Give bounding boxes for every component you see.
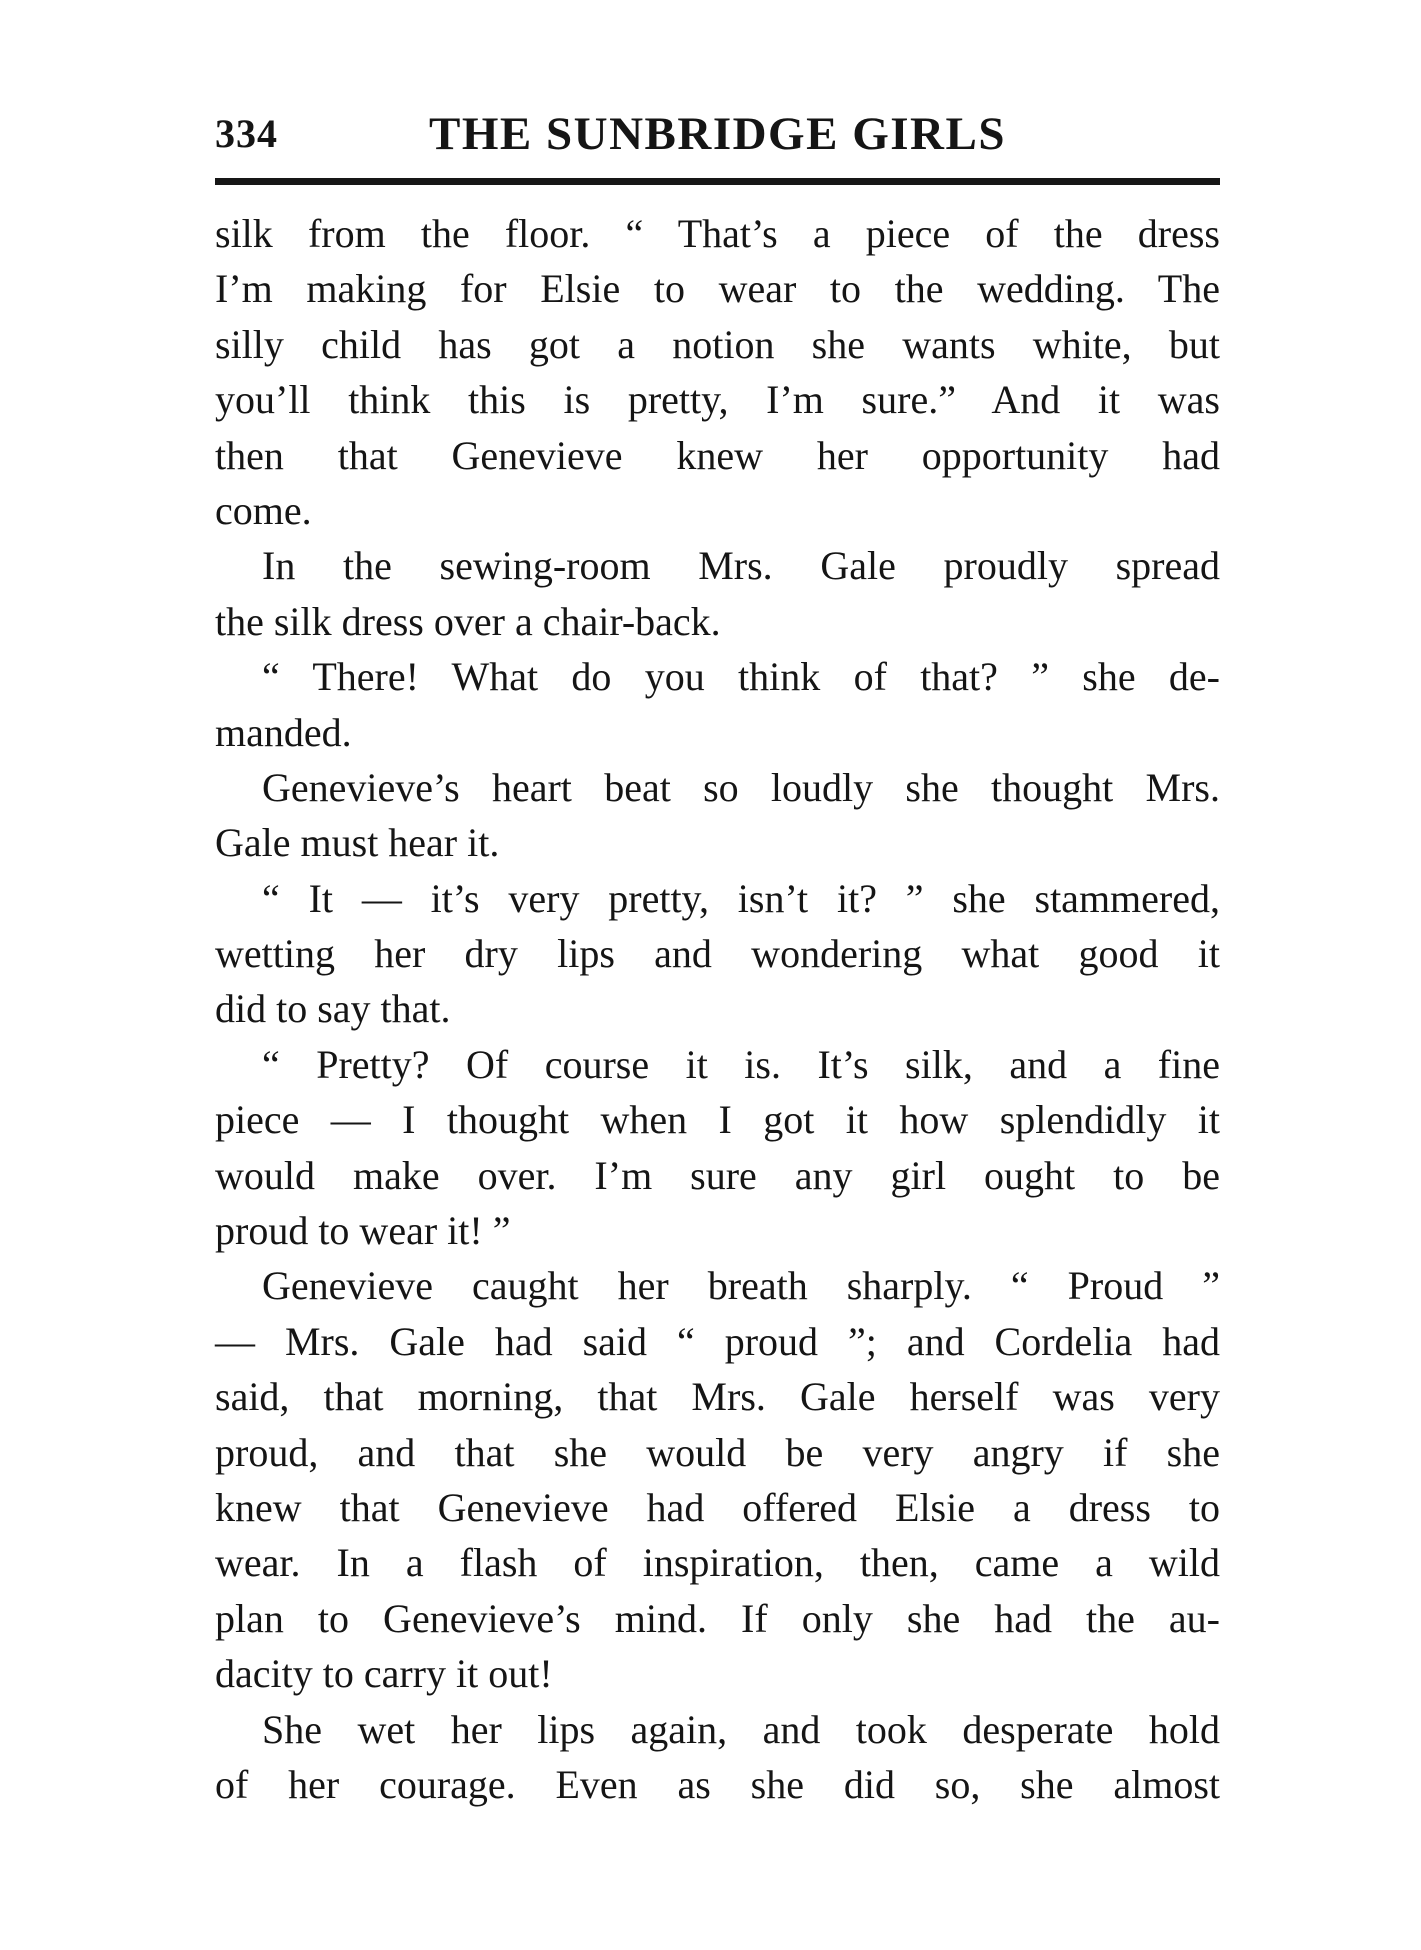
text-line: silly child has got a notion she wants white, but [215,321,1220,367]
text-line: silk from the floor. “ That’s a piece of the dress [215,211,1220,256]
running-head: THE SUNBRIDGE GIRLS [429,108,1006,160]
text-line: of her courage. Even as she did so, she almost [215,1761,1220,1807]
body-text [215,206,1220,1812]
text-line: did to say that. [215,986,451,1032]
text-line: proud, and that she would be very angry if she [215,1429,1220,1475]
text-line: — Mrs. Gale had said “ proud ”; and Cordelia had [215,1318,1220,1364]
text-line: She wet her lips again, and took desperate hold [262,1706,1220,1752]
header-rule [215,178,1220,185]
text-line: “ There! What do you think of that? ” she de- [262,654,1220,700]
text-line: you’ll think this is pretty, I’m sure.” And it was [215,377,1220,423]
text-line: the silk dress over a chair-back. [215,598,721,644]
text-line: knew that Genevieve had offered Elsie a dress to [215,1484,1220,1530]
text-line: piece — I thought when I got it how splendidly it [215,1097,1220,1143]
text-line: said, that morning, that Mrs. Gale herself was very [215,1374,1220,1420]
text-line: In the sewing-room Mrs. Gale proudly spread [262,543,1220,589]
page-number: 334 [215,111,278,156]
text-line: come. [215,487,312,533]
text-line: then that Genevieve knew her opportunity had [215,432,1220,478]
text-line: manded. [215,709,352,755]
text-line: “ Pretty? Of course it is. It’s silk, and a fine [262,1041,1220,1087]
text-line: Gale must hear it. [215,820,500,866]
text-line: Genevieve’s heart beat so loudly she thought Mrs. [262,764,1220,810]
text-line: Genevieve caught her breath sharply. “ Proud ” [262,1263,1220,1309]
text-line: I’m making for Elsie to wear to the wedding. The [215,266,1220,312]
page-header [215,98,1220,170]
text-line: wetting her dry lips and wondering what good it [215,931,1220,977]
text-line: wear. In a flash of inspiration, then, came a wild [215,1540,1220,1586]
text-line: dacity to carry it out! [215,1651,553,1697]
text-line: proud to wear it! ” [215,1208,511,1254]
text-line: plan to Genevieve’s mind. If only she had the au- [215,1595,1220,1641]
text-line: “ It — it’s very pretty, isn’t it? ” she stammered, [262,875,1220,921]
text-line: would make over. I’m sure any girl ought to be [215,1152,1220,1198]
